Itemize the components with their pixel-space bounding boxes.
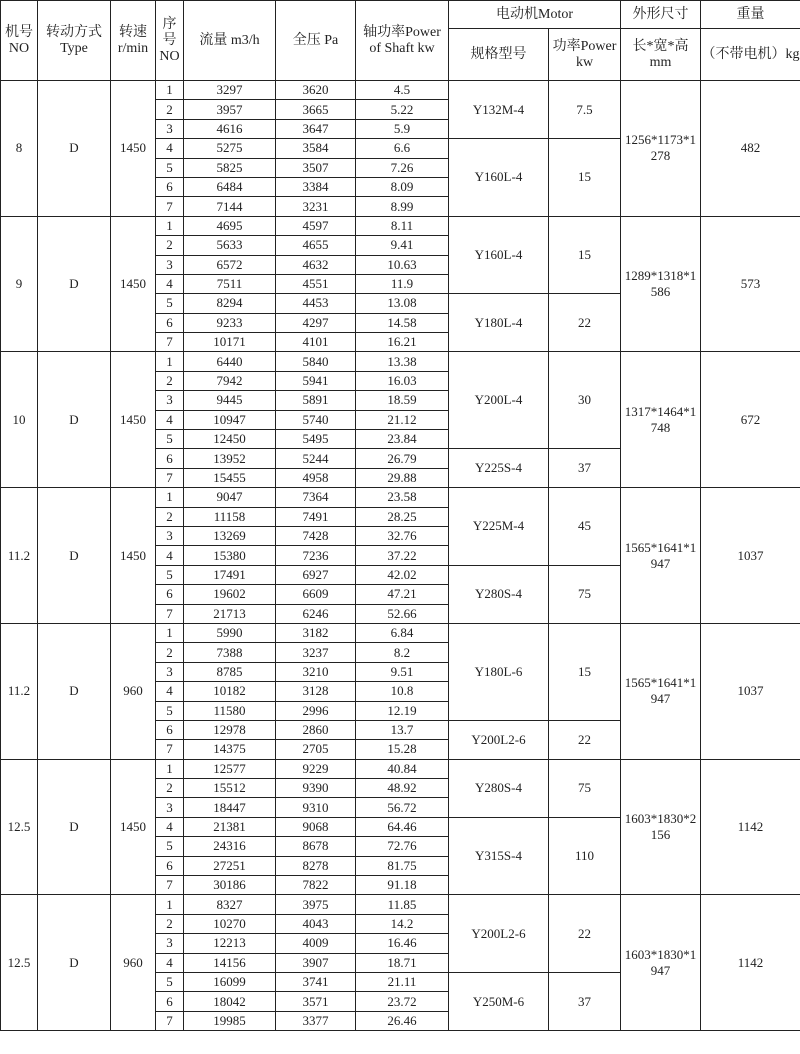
flow: 10947: [184, 410, 276, 429]
header-motor: 电动机Motor: [449, 1, 621, 29]
motor-model: Y225M-4: [449, 488, 549, 566]
seq-no: 1: [156, 352, 184, 371]
flow: 6572: [184, 255, 276, 274]
seq-no: 5: [156, 565, 184, 584]
motor-power: 15: [549, 139, 621, 217]
flow: 3957: [184, 100, 276, 119]
pressure: 5740: [276, 410, 356, 429]
shaft-power: 6.6: [356, 139, 449, 158]
pressure: 6246: [276, 604, 356, 623]
pressure: 3907: [276, 953, 356, 972]
pressure: 4101: [276, 333, 356, 352]
seq-no: 3: [156, 798, 184, 817]
shaft-power: 7.26: [356, 158, 449, 177]
seq-no: 6: [156, 992, 184, 1011]
pressure: 3182: [276, 623, 356, 642]
seq-no: 3: [156, 934, 184, 953]
pressure: 4597: [276, 216, 356, 235]
flow: 9233: [184, 313, 276, 332]
motor-power: 22: [549, 294, 621, 352]
shaft-power: 56.72: [356, 798, 449, 817]
motor-model: Y225S-4: [449, 449, 549, 488]
pressure: 9310: [276, 798, 356, 817]
seq-no: 7: [156, 468, 184, 487]
header-seq: 序号NO: [156, 1, 184, 81]
flow: 19602: [184, 585, 276, 604]
motor-power: 22: [549, 895, 621, 973]
shaft-power: 32.76: [356, 526, 449, 545]
seq-no: 5: [156, 158, 184, 177]
shaft-power: 5.9: [356, 119, 449, 138]
flow: 12450: [184, 430, 276, 449]
flow: 24316: [184, 837, 276, 856]
seq-no: 5: [156, 701, 184, 720]
flow: 10171: [184, 333, 276, 352]
shaft-power: 4.5: [356, 81, 449, 100]
dimensions: 1317*1464*1748: [621, 352, 701, 488]
shaft-power: 47.21: [356, 585, 449, 604]
table-row: [1, 623, 800, 642]
flow: 15455: [184, 468, 276, 487]
pressure: 4958: [276, 468, 356, 487]
header-flow: 流量 m3/h: [184, 1, 276, 81]
flow: 5990: [184, 623, 276, 642]
header-type: 转动方式Type: [38, 1, 111, 81]
pressure: 4632: [276, 255, 356, 274]
flow: 14375: [184, 740, 276, 759]
pressure: 6609: [276, 585, 356, 604]
flow: 12213: [184, 934, 276, 953]
motor-power: 37: [549, 972, 621, 1030]
shaft-power: 16.21: [356, 333, 449, 352]
pressure: 3384: [276, 177, 356, 196]
table-row: [1, 895, 800, 914]
pressure: 9390: [276, 779, 356, 798]
flow: 8294: [184, 294, 276, 313]
shaft-power: 8.09: [356, 177, 449, 196]
shaft-power: 6.84: [356, 623, 449, 642]
flow: 13269: [184, 526, 276, 545]
shaft-power: 29.88: [356, 468, 449, 487]
pressure: 3128: [276, 682, 356, 701]
header-no: 机号NO: [1, 1, 38, 81]
shaft-power: 28.25: [356, 507, 449, 526]
flow: 11580: [184, 701, 276, 720]
shaft-power: 23.72: [356, 992, 449, 1011]
motor-power: 75: [549, 565, 621, 623]
flow: 21713: [184, 604, 276, 623]
shaft-power: 8.11: [356, 216, 449, 235]
pressure: 4453: [276, 294, 356, 313]
shaft-power: 91.18: [356, 876, 449, 895]
seq-no: 1: [156, 488, 184, 507]
flow: 7942: [184, 371, 276, 390]
pressure: 2705: [276, 740, 356, 759]
seq-no: 3: [156, 662, 184, 681]
drive-type: D: [38, 81, 111, 217]
drive-type: D: [38, 352, 111, 488]
motor-model: Y280S-4: [449, 759, 549, 817]
seq-no: 1: [156, 759, 184, 778]
pressure: 8278: [276, 856, 356, 875]
seq-no: 6: [156, 177, 184, 196]
flow: 7511: [184, 274, 276, 293]
seq-no: 2: [156, 779, 184, 798]
motor-power: 30: [549, 352, 621, 449]
flow: 16099: [184, 972, 276, 991]
shaft-power: 10.63: [356, 255, 449, 274]
drive-type: D: [38, 216, 111, 352]
shaft-power: 23.58: [356, 488, 449, 507]
flow: 13952: [184, 449, 276, 468]
header-shaft-power: 轴功率Power of Shaft kw: [356, 1, 449, 81]
shaft-power: 14.58: [356, 313, 449, 332]
pressure: 3647: [276, 119, 356, 138]
weight: 1037: [701, 623, 800, 759]
motor-model: Y200L2-6: [449, 895, 549, 973]
flow: 18447: [184, 798, 276, 817]
seq-no: 2: [156, 914, 184, 933]
seq-no: 5: [156, 430, 184, 449]
shaft-power: 37.22: [356, 546, 449, 565]
fan-no: 11.2: [1, 488, 38, 624]
flow: 9047: [184, 488, 276, 507]
shaft-power: 52.66: [356, 604, 449, 623]
speed: 1450: [111, 488, 156, 624]
seq-no: 2: [156, 371, 184, 390]
seq-no: 7: [156, 604, 184, 623]
fan-no: 11.2: [1, 623, 38, 759]
pressure: 7236: [276, 546, 356, 565]
pressure: 3507: [276, 158, 356, 177]
flow: 18042: [184, 992, 276, 1011]
header-weight-unit: （不带电机）kg: [701, 29, 800, 81]
weight: 1142: [701, 759, 800, 895]
pressure: 2860: [276, 720, 356, 739]
shaft-power: 26.79: [356, 449, 449, 468]
pressure: 5941: [276, 371, 356, 390]
pressure: 3237: [276, 643, 356, 662]
pressure: 3975: [276, 895, 356, 914]
motor-model: Y315S-4: [449, 817, 549, 895]
seq-no: 3: [156, 255, 184, 274]
speed: 960: [111, 895, 156, 1031]
seq-no: 1: [156, 216, 184, 235]
flow: 4695: [184, 216, 276, 235]
weight: 1142: [701, 895, 800, 1031]
header-motor-power: 功率Power kw: [549, 29, 621, 81]
pressure: 3741: [276, 972, 356, 991]
flow: 5275: [184, 139, 276, 158]
seq-no: 1: [156, 81, 184, 100]
flow: 15380: [184, 546, 276, 565]
flow: 5825: [184, 158, 276, 177]
flow: 6440: [184, 352, 276, 371]
shaft-power: 5.22: [356, 100, 449, 119]
motor-model: Y160L-4: [449, 139, 549, 217]
motor-model: Y200L2-6: [449, 720, 549, 759]
flow: 8327: [184, 895, 276, 914]
flow: 7388: [184, 643, 276, 662]
table-row: [1, 216, 800, 235]
pressure: 3665: [276, 100, 356, 119]
shaft-power: 13.7: [356, 720, 449, 739]
motor-model: Y132M-4: [449, 81, 549, 139]
seq-no: 3: [156, 391, 184, 410]
table-row: [1, 488, 800, 507]
dimensions: 1256*1173*1278: [621, 81, 701, 217]
pressure: 5840: [276, 352, 356, 371]
shaft-power: 11.9: [356, 274, 449, 293]
seq-no: 4: [156, 274, 184, 293]
pressure: 4009: [276, 934, 356, 953]
pressure: 9229: [276, 759, 356, 778]
flow: 10182: [184, 682, 276, 701]
flow: 3297: [184, 81, 276, 100]
motor-model: Y180L-6: [449, 623, 549, 720]
seq-no: 2: [156, 507, 184, 526]
shaft-power: 13.38: [356, 352, 449, 371]
shaft-power: 18.71: [356, 953, 449, 972]
pressure: 8678: [276, 837, 356, 856]
seq-no: 7: [156, 876, 184, 895]
weight: 573: [701, 216, 800, 352]
drive-type: D: [38, 488, 111, 624]
shaft-power: 8.99: [356, 197, 449, 216]
flow: 12577: [184, 759, 276, 778]
motor-model: Y200L-4: [449, 352, 549, 449]
fan-no: 10: [1, 352, 38, 488]
flow: 12978: [184, 720, 276, 739]
seq-no: 2: [156, 236, 184, 255]
flow: 4616: [184, 119, 276, 138]
motor-power: 15: [549, 623, 621, 720]
pressure: 3620: [276, 81, 356, 100]
table-row: [1, 759, 800, 778]
seq-no: 4: [156, 953, 184, 972]
shaft-power: 16.03: [356, 371, 449, 390]
pressure: 7491: [276, 507, 356, 526]
dimensions: 1565*1641*1947: [621, 488, 701, 624]
pressure: 7822: [276, 876, 356, 895]
shaft-power: 81.75: [356, 856, 449, 875]
shaft-power: 42.02: [356, 565, 449, 584]
flow: 9445: [184, 391, 276, 410]
header-pressure: 全压 Pa: [276, 1, 356, 81]
flow: 7144: [184, 197, 276, 216]
seq-no: 7: [156, 197, 184, 216]
speed: 1450: [111, 81, 156, 217]
motor-power: 110: [549, 817, 621, 895]
seq-no: 4: [156, 546, 184, 565]
motor-power: 45: [549, 488, 621, 566]
table-row: [1, 81, 800, 100]
seq-no: 4: [156, 817, 184, 836]
flow: 15512: [184, 779, 276, 798]
motor-power: 15: [549, 216, 621, 294]
shaft-power: 64.46: [356, 817, 449, 836]
fan-no: 8: [1, 81, 38, 217]
dimensions: 1289*1318*1586: [621, 216, 701, 352]
shaft-power: 11.85: [356, 895, 449, 914]
pressure: 3210: [276, 662, 356, 681]
pressure: 3571: [276, 992, 356, 1011]
flow: 30186: [184, 876, 276, 895]
motor-model: Y160L-4: [449, 216, 549, 294]
pressure: 3231: [276, 197, 356, 216]
dimensions: 1565*1641*1947: [621, 623, 701, 759]
motor-power: 7.5: [549, 81, 621, 139]
header-weight: 重量: [701, 1, 800, 29]
seq-no: 6: [156, 585, 184, 604]
speed: 1450: [111, 352, 156, 488]
seq-no: 4: [156, 410, 184, 429]
pressure: 4043: [276, 914, 356, 933]
flow: 8785: [184, 662, 276, 681]
shaft-power: 48.92: [356, 779, 449, 798]
drive-type: D: [38, 895, 111, 1031]
flow: 19985: [184, 1011, 276, 1030]
pressure: 5495: [276, 430, 356, 449]
fan-no: 12.5: [1, 759, 38, 895]
motor-power: 75: [549, 759, 621, 817]
flow: 6484: [184, 177, 276, 196]
pressure: 4297: [276, 313, 356, 332]
speed: 1450: [111, 759, 156, 895]
motor-model: Y180L-4: [449, 294, 549, 352]
seq-no: 6: [156, 449, 184, 468]
drive-type: D: [38, 623, 111, 759]
seq-no: 2: [156, 643, 184, 662]
shaft-power: 15.28: [356, 740, 449, 759]
weight: 1037: [701, 488, 800, 624]
header-motor-model: 规格型号: [449, 29, 549, 81]
seq-no: 5: [156, 837, 184, 856]
shaft-power: 72.76: [356, 837, 449, 856]
shaft-power: 23.84: [356, 430, 449, 449]
shaft-power: 18.59: [356, 391, 449, 410]
seq-no: 4: [156, 139, 184, 158]
seq-no: 2: [156, 100, 184, 119]
flow: 14156: [184, 953, 276, 972]
seq-no: 6: [156, 720, 184, 739]
table-body: [1, 81, 800, 1031]
weight: 672: [701, 352, 800, 488]
seq-no: 3: [156, 526, 184, 545]
flow: 11158: [184, 507, 276, 526]
shaft-power: 9.41: [356, 236, 449, 255]
pressure: 7364: [276, 488, 356, 507]
motor-power: 22: [549, 720, 621, 759]
shaft-power: 16.46: [356, 934, 449, 953]
shaft-power: 12.19: [356, 701, 449, 720]
table-row: [1, 352, 800, 371]
speed: 960: [111, 623, 156, 759]
pressure: 5891: [276, 391, 356, 410]
fan-no: 12.5: [1, 895, 38, 1031]
flow: 27251: [184, 856, 276, 875]
shaft-power: 14.2: [356, 914, 449, 933]
seq-no: 1: [156, 623, 184, 642]
pressure: 4655: [276, 236, 356, 255]
seq-no: 5: [156, 294, 184, 313]
fan-no: 9: [1, 216, 38, 352]
flow: 17491: [184, 565, 276, 584]
shaft-power: 9.51: [356, 662, 449, 681]
flow: 21381: [184, 817, 276, 836]
pressure: 6927: [276, 565, 356, 584]
pressure: 7428: [276, 526, 356, 545]
flow: 5633: [184, 236, 276, 255]
motor-model: Y280S-4: [449, 565, 549, 623]
pressure: 3584: [276, 139, 356, 158]
shaft-power: 8.2: [356, 643, 449, 662]
pressure: 9068: [276, 817, 356, 836]
shaft-power: 10.8: [356, 682, 449, 701]
shaft-power: 13.08: [356, 294, 449, 313]
dimensions: 1603*1830*1947: [621, 895, 701, 1031]
header-speed: 转速 r/min: [111, 1, 156, 81]
drive-type: D: [38, 759, 111, 895]
pressure: 3377: [276, 1011, 356, 1030]
seq-no: 3: [156, 119, 184, 138]
dimensions: 1603*1830*2156: [621, 759, 701, 895]
motor-model: Y250M-6: [449, 972, 549, 1030]
weight: 482: [701, 81, 800, 217]
shaft-power: 21.12: [356, 410, 449, 429]
seq-no: 6: [156, 313, 184, 332]
seq-no: 7: [156, 1011, 184, 1030]
header-dims-unit: 长*宽*高 mm: [621, 29, 701, 81]
seq-no: 6: [156, 856, 184, 875]
seq-no: 4: [156, 682, 184, 701]
speed: 1450: [111, 216, 156, 352]
seq-no: 5: [156, 972, 184, 991]
seq-no: 7: [156, 740, 184, 759]
pressure: 5244: [276, 449, 356, 468]
seq-no: 7: [156, 333, 184, 352]
pressure: 2996: [276, 701, 356, 720]
shaft-power: 21.11: [356, 972, 449, 991]
header-dims: 外形尺寸: [621, 1, 701, 29]
motor-power: 37: [549, 449, 621, 488]
pressure: 4551: [276, 274, 356, 293]
shaft-power: 40.84: [356, 759, 449, 778]
seq-no: 1: [156, 895, 184, 914]
shaft-power: 26.46: [356, 1011, 449, 1030]
flow: 10270: [184, 914, 276, 933]
